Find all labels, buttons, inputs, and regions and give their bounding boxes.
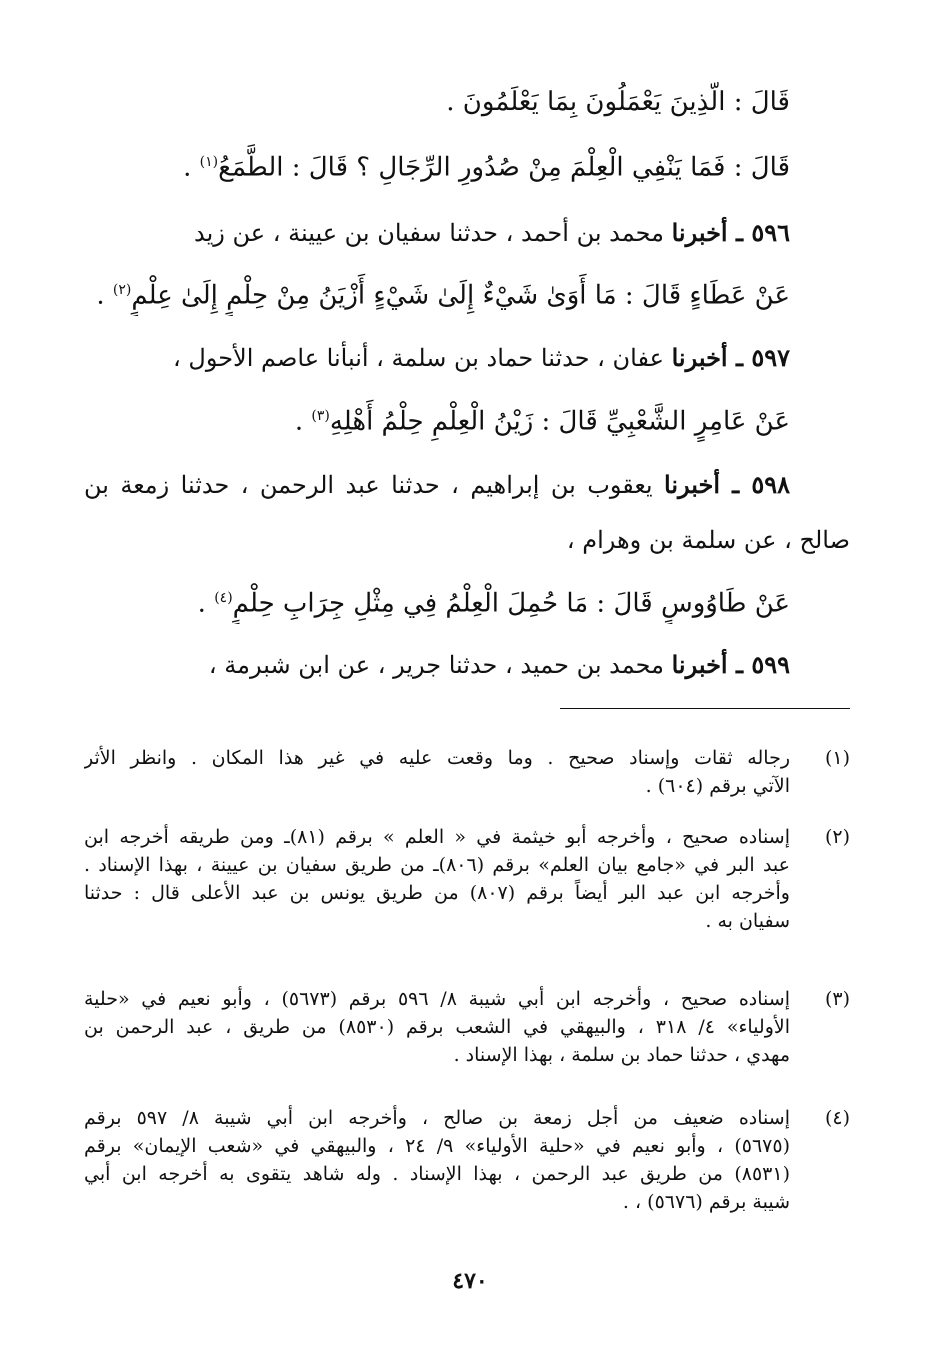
footnote-mark: (٢): [824, 826, 850, 848]
hadith-599-isnad: ٥٩٩ ـ أخبرنا محمد بن حميد ، حدثنا جرير ، عن ابن شبرمة ،: [208, 650, 790, 679]
hadith-598-isnad-2: صالح ، عن سلمة بن وهرام ،: [566, 526, 850, 554]
akhbarana: أخبرنا: [671, 218, 736, 247]
footnote-ref-3[interactable]: (٣): [311, 408, 330, 424]
footnote-line: الآتي برقم (٦٠٤) .: [645, 775, 790, 797]
footnote-separator: [560, 708, 850, 709]
hadith-number: ٥٩٦ ـ: [735, 218, 790, 247]
hadith-598-matn: عَنْ طَاوُوسٍ قَالَ : مَا حُمِلَ الْعِلْمُ فِي مِثْلِ جِرَابِ حِلْمٍ$^{(٤)}$ .: [197, 588, 790, 619]
footnote-line: مهدي ، حدثنا حماد بن سلمة ، بهذا الإسناد .: [453, 1044, 790, 1066]
footnote-2: [84, 823, 850, 935]
footnote-line: سفيان به .: [705, 910, 790, 932]
akhbarana: أخبرنا: [664, 470, 733, 499]
page-number: ٤٧٠: [452, 1268, 488, 1294]
footnote-line: إسناده صحيح ، وأخرجه أبو خيثمة في « العلم » برقم (٨١)ـ ومن طريقه أخرجه ابن: [84, 826, 790, 848]
footnote-line: رجاله ثقات وإسناد صحيح . وما وقعت عليه في غير هذا المكان . وانظر الأثر: [84, 747, 790, 769]
hadith-597-matn: عَنْ عَامِرٍ الشَّعْبِيِّ قَالَ : زَيْنُ الْعِلْمِ حِلْمُ أَهْلِهِ$^{(٣)}$ .: [294, 406, 790, 437]
footnote-ref-2[interactable]: (٢): [112, 282, 132, 298]
footnote-mark: (٤): [824, 1107, 850, 1129]
footnote-line: عبد البر في «جامع بيان العلم» برقم (٨٠٦)ـ من طريق سفيان بن عيينة ، بهذا الإسناد .: [84, 854, 790, 876]
footnote-line: (٥٦٧٥) ، وأبو نعيم في «حلية الأولياء» ٩/ ٢٤ ، والبيهقي في «شعب الإيمان» برقم: [84, 1135, 790, 1157]
hadith-598-isnad-1: ٥٩٨ ـ أخبرنا يعقوب بن إبراهيم ، حدثنا عبد الرحمن ، حدثنا زمعة بن: [84, 470, 790, 499]
footnote-4: [84, 1104, 850, 1216]
hadith-597-isnad: ٥٩٧ ـ أخبرنا عفان ، حدثنا حماد بن سلمة ، أنبأنا عاصم الأحول ،: [173, 343, 790, 372]
footnote-line: الأولياء» ٤/ ٣١٨ ، والبيهقي في الشعب برقم (٨٥٣٠) من طريق ، عبد الرحمن بن: [84, 1016, 790, 1038]
footnote-line: وأخرجه ابن عبد البر أيضاً برقم (٨٠٧) من طريق يونس بن عبد الأعلى قال : حدثنا: [84, 882, 790, 904]
footnote-ref-4[interactable]: (٤): [214, 590, 233, 606]
footnote-mark: (١): [824, 747, 850, 769]
akhbarana: أخبرنا: [671, 650, 736, 679]
hadith-number: ٥٩٩ ـ: [735, 650, 790, 679]
akhbarana: أخبرنا: [671, 343, 736, 372]
hadith-number: ٥٩٨ ـ: [732, 470, 790, 499]
hadith-596-isnad: ٥٩٦ ـ أخبرنا محمد بن أحمد ، حدثنا سفيان بن عيينة ، عن زيد: [194, 218, 790, 247]
footnote-line: شيبة برقم (٥٦٧٦) ، .: [622, 1191, 790, 1213]
footnote-3: [84, 985, 850, 1069]
main-line-2: قَالَ : فَمَا يَنْفِي الْعِلْمَ مِنْ صُدُورِ الرِّجَالِ ؟ قَالَ : الطَّمَعُ$^{(١)}$ .: [183, 152, 790, 183]
footnote-ref-1[interactable]: (١): [199, 154, 219, 170]
hadith-number: ٥٩٧ ـ: [735, 343, 790, 372]
footnote-line: إسناده صحيح ، وأخرجه ابن أبي شيبة ٨/ ٥٩٦ برقم (٥٦٧٣) ، وأبو نعيم في «حلية: [84, 988, 790, 1010]
footnote-mark: (٣): [824, 988, 850, 1010]
footnote-line: (٨٥٣١) من طريق عبد الرحمن ، بهذا الإسناد . وله شاهد يتقوى به أخرجه ابن أبي: [84, 1163, 790, 1185]
footnote-line: إسناده ضعيف من أجل زمعة بن صالح ، وأخرجه ابن أبي شيبة ٨/ ٥٩٧ برقم: [84, 1107, 790, 1129]
main-line-1: قَالَ : الَّذِينَ يَعْمَلُونَ بِمَا يَعْلَمُونَ .: [446, 87, 790, 117]
footnote-1: [84, 744, 850, 800]
hadith-596-matn: عَنْ عَطَاءٍ قَالَ : مَا أَوَىٰ شَيْءٌ إِلَىٰ شَيْءٍ أَزْيَنُ مِنْ حِلْمٍ إِلَىٰ عِلْمٍ$^{(٢)}$ .: [96, 280, 790, 311]
